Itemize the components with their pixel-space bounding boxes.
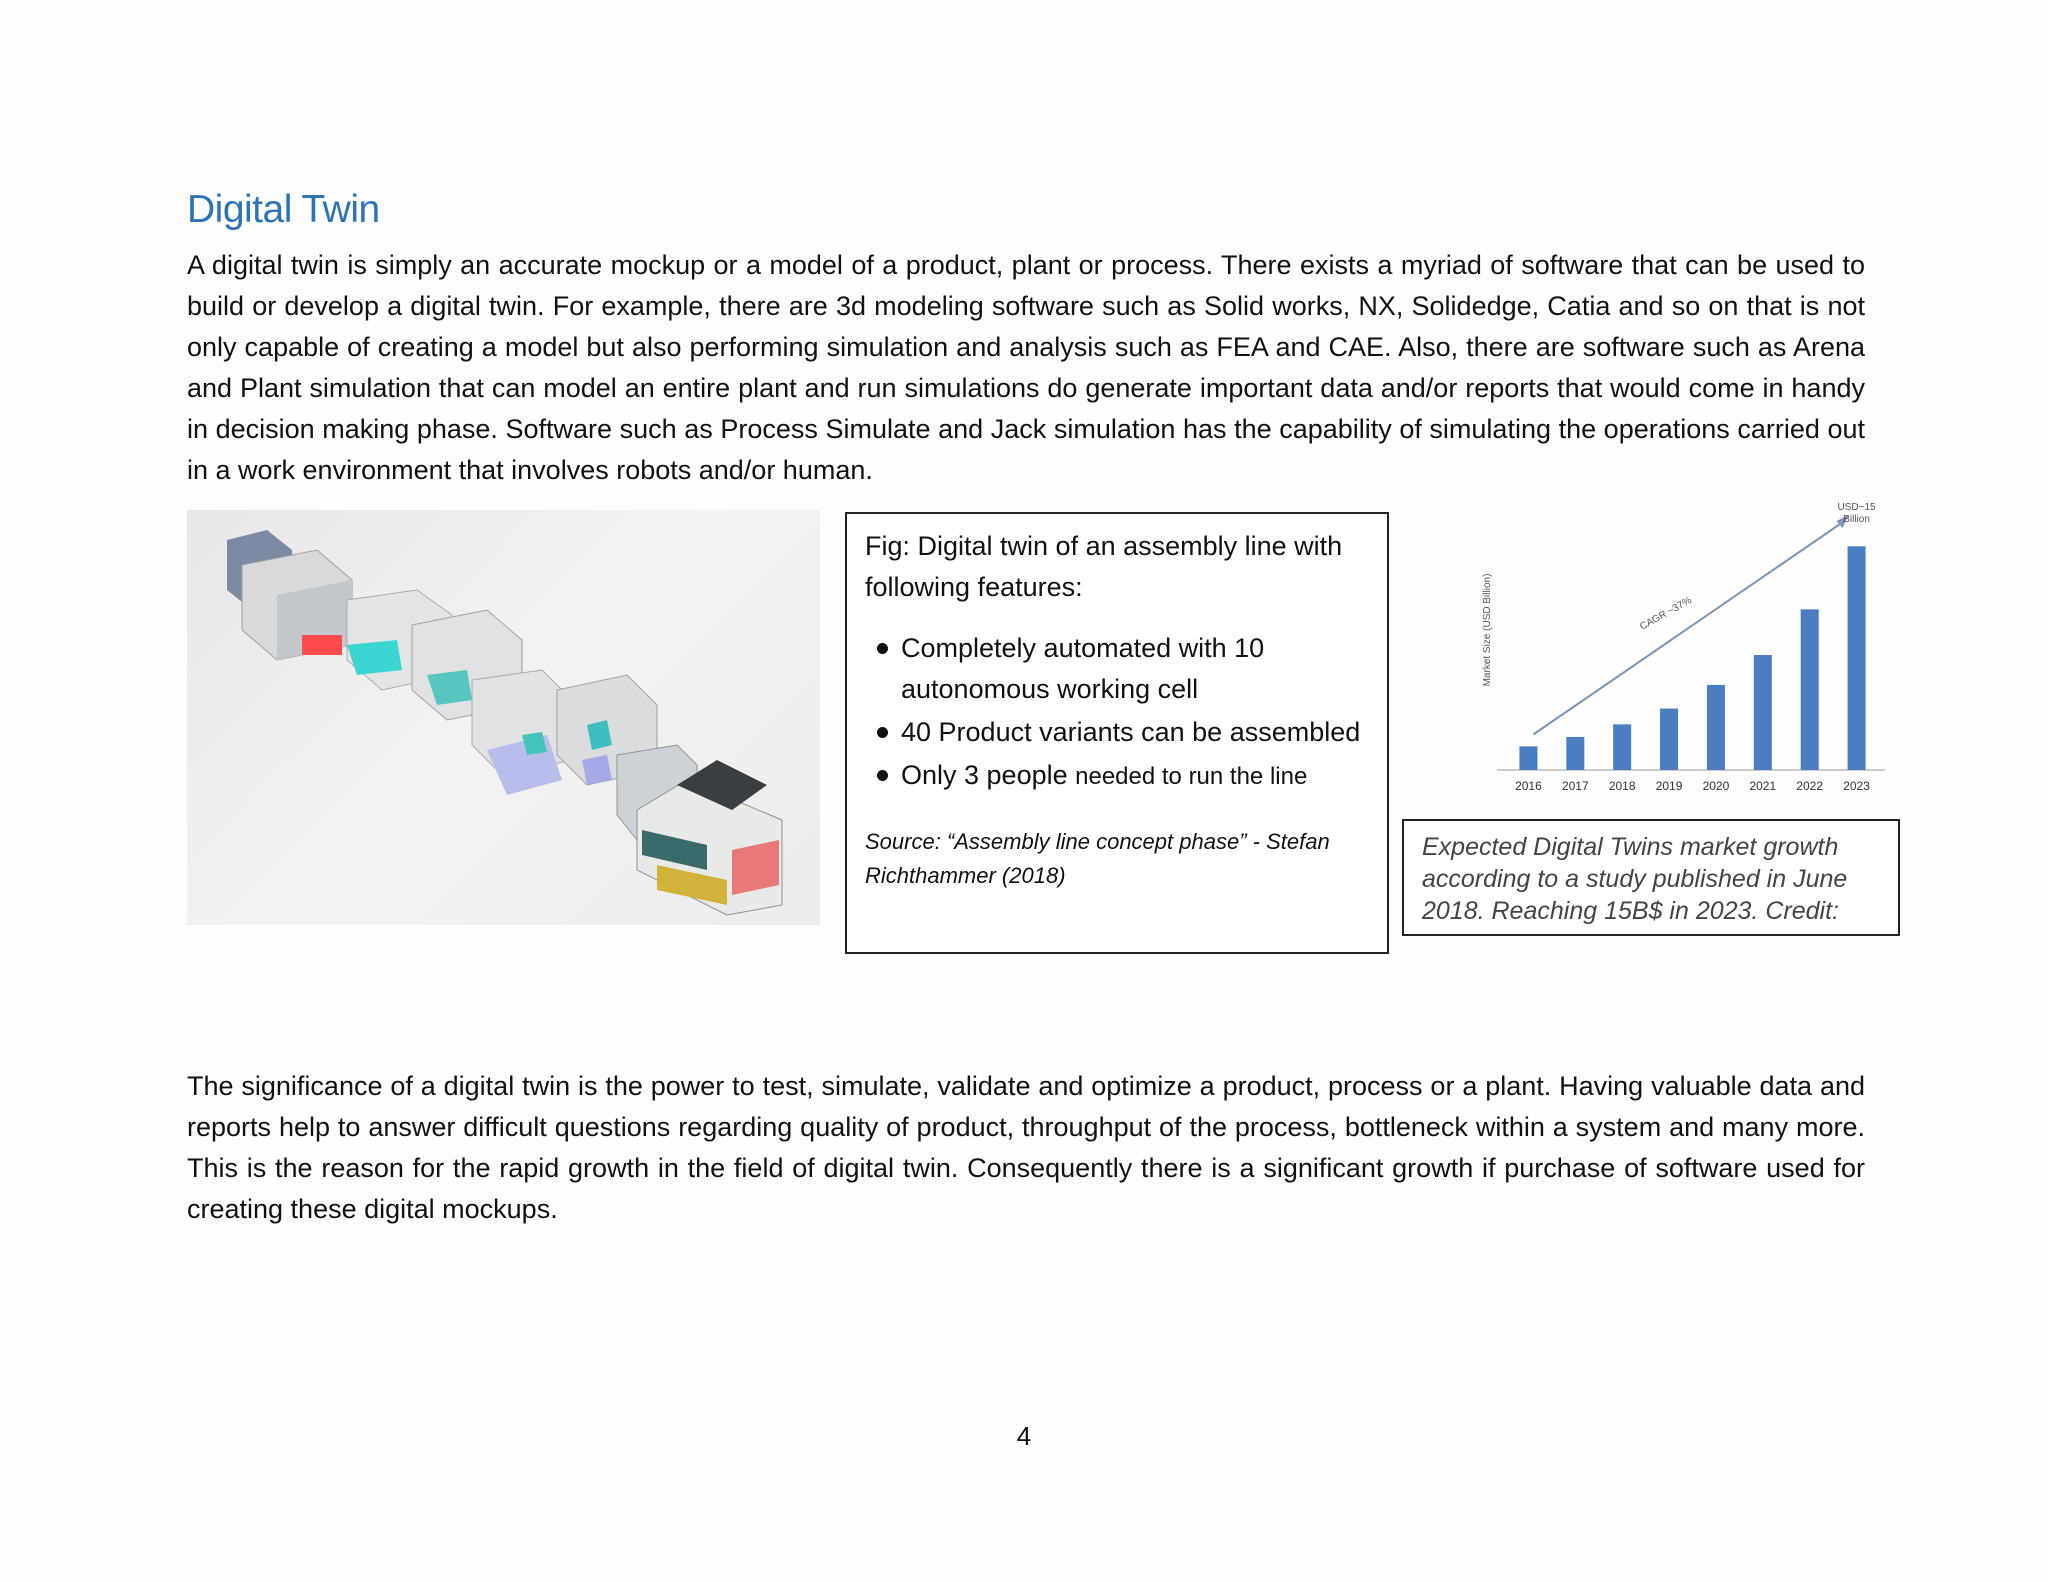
- page-number: 4: [1016, 1421, 1032, 1451]
- trend-line: [1533, 523, 1841, 734]
- bar: [1660, 709, 1678, 770]
- bar: [1707, 685, 1725, 770]
- tick-label: 2016: [1515, 779, 1542, 793]
- list-item: 40 Product variants can be assembled: [865, 712, 1369, 753]
- bullet-icon: [877, 727, 888, 738]
- bar: [1754, 655, 1772, 770]
- figure-caption-box: [845, 512, 1389, 954]
- chart-caption: Expected Digital Twins market growth according to a study published in June 2018. Reaching 15B$ in 2023. Credit:: [1402, 819, 1900, 936]
- trend-label: CAGR ~37%: [1638, 595, 1694, 633]
- bar: [1613, 724, 1631, 770]
- tick-label: 2022: [1796, 779, 1824, 793]
- tick-label: 2021: [1749, 779, 1777, 793]
- intro-paragraph: A digital twin is simply an accurate mockup or a model of a product, plant or process. There exists a myriad of software that can be used to build or develop a digital twin. For example, there are 3d modeling software such as Solid works, NX, Solidedge, Catia and so on that is not only capable of creating a model but also performing simulation and analysis such as FEA and CAE. Also, there are software such as Arena and Plant simulation that can model an entire plant and run simulations do generate important data and/or reports that would come in handy in decision making phase. Software such as Process Simulate and Jack simulation has the capability of simulating the operations carried out in a work environment that involves robots and/or human.: [187, 250, 1865, 485]
- y-axis-label: Market Size (USD Billion): [1482, 573, 1493, 687]
- end-label: USD~15: [1837, 502, 1876, 513]
- tick-label: 2018: [1608, 779, 1636, 793]
- feature-list: [865, 628, 1369, 797]
- assembly-line-image: [187, 510, 820, 925]
- bar: [1519, 746, 1537, 770]
- bullet-icon: [877, 643, 888, 654]
- end-label: Billion: [1843, 514, 1870, 525]
- assembly-line-render: [227, 530, 782, 915]
- list-item: Completely automated with 10 autonomous working cell: [865, 628, 1369, 710]
- tick-label: 2017: [1561, 779, 1589, 793]
- market-growth-chart: [1400, 495, 1900, 805]
- tick-label: 2020: [1702, 779, 1730, 793]
- figure-caption: Fig: Digital twin of an assembly line with following features:: [865, 531, 1343, 602]
- figure-source: Source: “Assembly line concept phase” - Stefan Richthammer (2018): [865, 829, 1330, 888]
- bar: [1801, 609, 1819, 770]
- section-heading: Digital Twin: [187, 188, 380, 231]
- list-item: Only 3 people needed to run the line: [865, 755, 1369, 797]
- significance-paragraph: The significance of a digital twin is the power to test, simulate, validate and optimize a product, process or a plant. Having valuable data and reports help to answer difficult questions regarding quality of product, throughput of the process, bottleneck within a system and many more. This is the reason for the rapid growth in the field of digital twin. Consequently there is a significant growth if purchase of software used for creating these digital mockups.: [187, 1071, 1865, 1224]
- tick-label: 2019: [1655, 779, 1683, 793]
- bullet-icon: [877, 770, 888, 781]
- bar: [1566, 737, 1584, 770]
- tick-label: 2023: [1843, 779, 1870, 793]
- bar: [1848, 546, 1866, 770]
